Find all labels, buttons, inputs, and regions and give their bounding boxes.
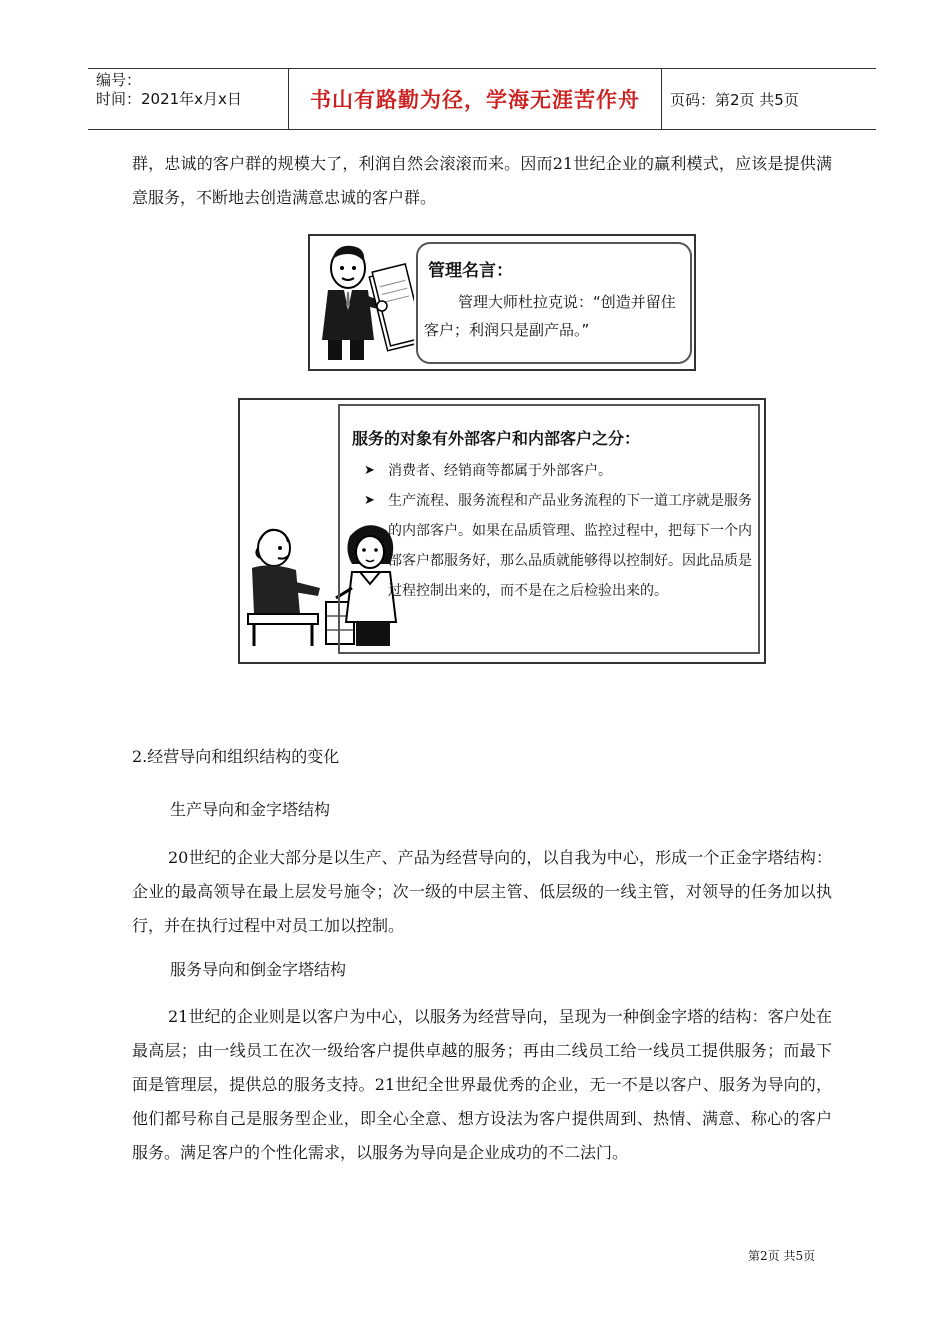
service-title: 服务的对象有外部客户和内部客户之分： — [352, 429, 641, 448]
businessman-illustration — [314, 240, 414, 364]
service-box — [238, 398, 766, 664]
header-divider — [661, 69, 662, 129]
header-meta — [88, 69, 288, 129]
paragraph-service: 21世纪的企业则是以客户为中心，以服务为经营导向，呈现为一种倒金字塔的结构：客户处在最高层；由一线员工在次一级给客户提供卓越的服务；再由二线员工给一线员工提供服务；而最下面是管理层，提供总的服务支持。21世纪全世界最优秀的企业，无一不是以客户、服务为导向的，他们都号称自己是服务型企业，即全心全意、想方设法为客户提供周到、热情、满意、称心的客户服务。满足客户的个性化需求，以服务为导向是企业成功的不二法门。 — [132, 1007, 832, 1162]
page-footer: 第2页 共5页 — [748, 1249, 816, 1263]
arrow-bullet-icon: ➤ — [364, 493, 375, 508]
serial-label: 编号： — [96, 71, 142, 89]
service-list — [358, 456, 754, 606]
list-item-text: 消费者、经销商等都属于外部客户。 — [388, 463, 612, 479]
quote-box — [308, 234, 696, 371]
paragraph-production: 20世纪的企业大部分是以生产、产品为经营导向的，以自我为中心，形成一个正金字塔结构：企业的最高领导在最上层发号施令；次一级的中层主管、低层级的一线主管，对领导的任务加以执行，并在执行过程中对员工加以控制。 — [132, 848, 832, 935]
list-item — [358, 456, 754, 486]
subheading-service: 服务导向和倒金字塔结构 — [170, 960, 347, 979]
time-label: 时间：2021年x月x日 — [96, 90, 242, 108]
header-motto: 书山有路勤为径，学海无涯苦作舟 — [310, 88, 640, 112]
quote-text: 管理大师杜拉克说：“创造并留住客户；利润只是副产品。” — [424, 293, 676, 339]
page-label: 页码：第2页 共5页 — [670, 90, 799, 109]
section-heading: 2.经营导向和组织结构的变化 — [132, 747, 340, 766]
intro-paragraph: 群，忠诚的客户群的规模大了，利润自然会滚滚而来。因而21世纪企业的赢利模式，应该是提供满意服务，不断地去创造满意忠诚的客户群。 — [132, 154, 832, 207]
quote-title: 管理名言： — [428, 261, 513, 281]
list-item — [358, 486, 754, 606]
page-header — [88, 68, 876, 130]
subheading-production: 生产导向和金字塔结构 — [170, 800, 331, 819]
arrow-bullet-icon: ➤ — [364, 463, 375, 478]
list-item-text: 生产流程、服务流程和产品业务流程的下一道工序就是服务的内部客户。如果在品质管理、监控过程中，把每下一个内部客户都服务好，那么品质就能够得以控制好。因此品质是过程控制出来的，而不是在之后检验出来的。 — [388, 493, 752, 599]
